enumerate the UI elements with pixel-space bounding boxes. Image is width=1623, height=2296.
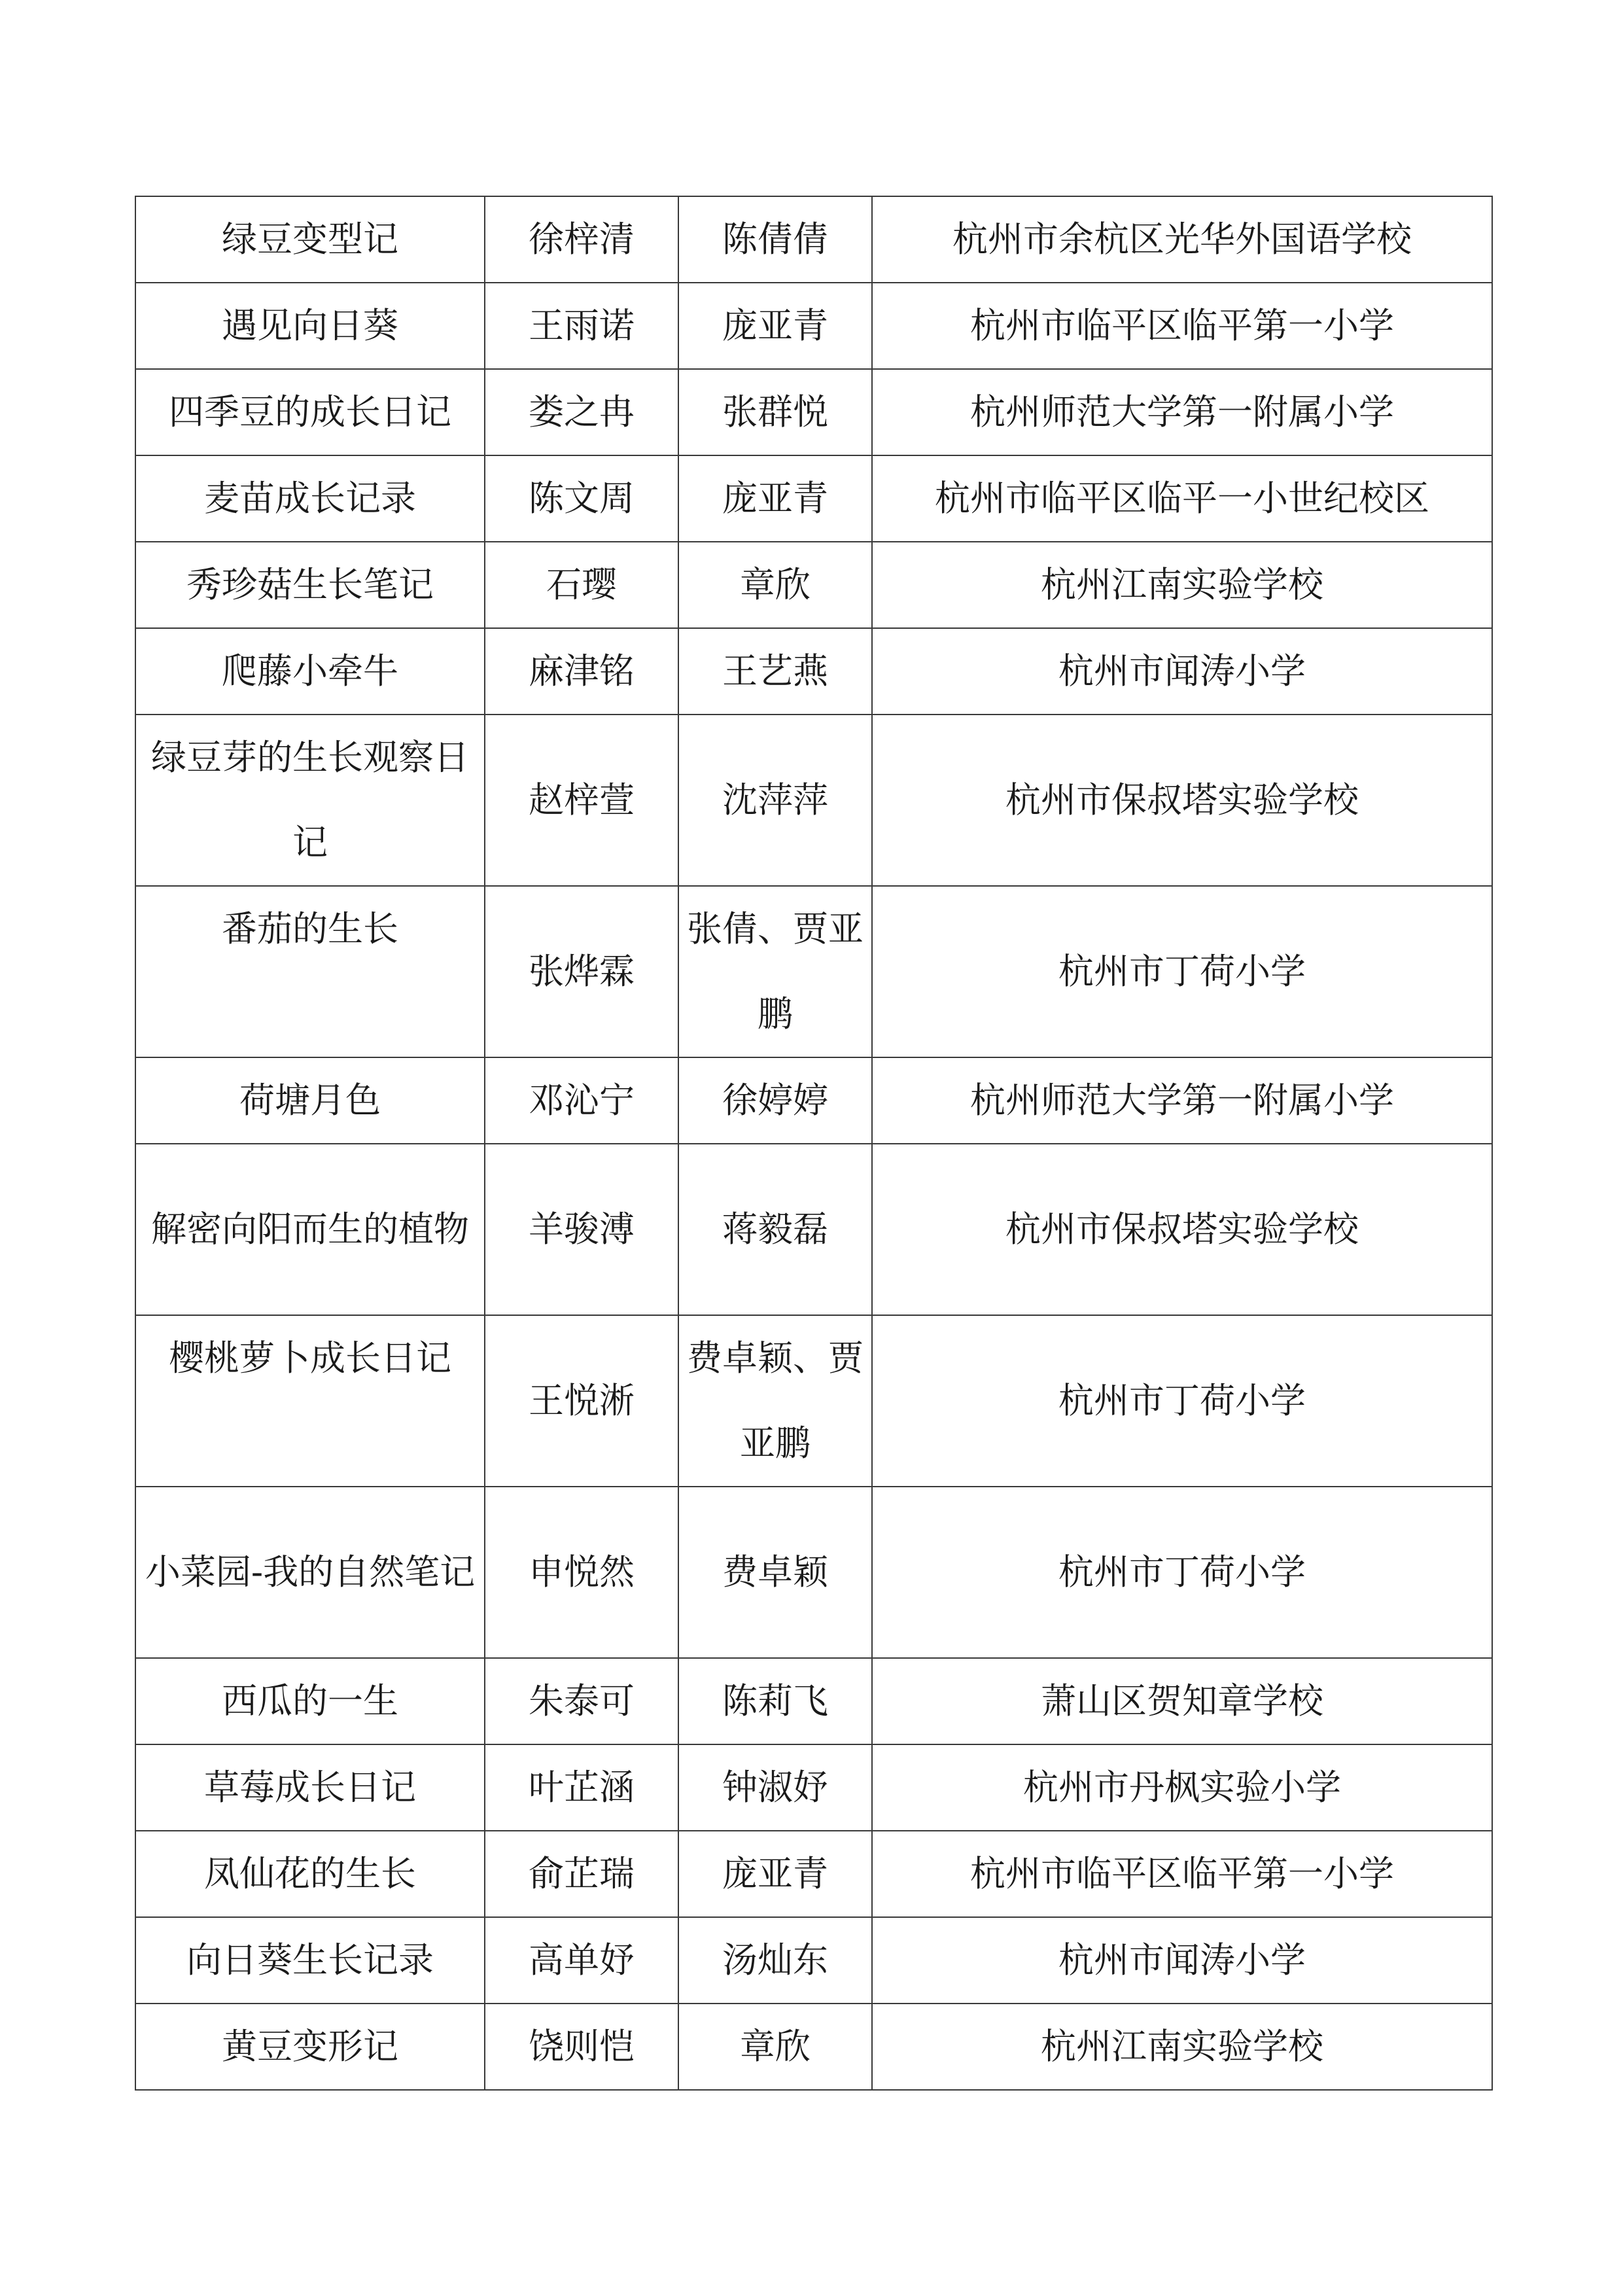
- student-name: 俞芷瑞: [485, 1831, 678, 1917]
- teacher-name: 章欣: [678, 542, 872, 628]
- school-name: 杭州江南实验学校: [872, 2004, 1492, 2090]
- work-title: 麦苗成长记录: [135, 455, 485, 542]
- work-title: 凤仙花的生长: [135, 1831, 485, 1917]
- table-row: [135, 1917, 1492, 2004]
- table-row: [135, 1057, 1492, 1144]
- work-title: 荷塘月色: [135, 1057, 485, 1144]
- school-name: 杭州市保叔塔实验学校: [872, 715, 1492, 886]
- work-title: 绿豆芽的生长观察日记: [135, 715, 485, 886]
- work-title: 草莓成长日记: [135, 1744, 485, 1831]
- teacher-name: 徐婷婷: [678, 1057, 872, 1144]
- school-name: 杭州师范大学第一附属小学: [872, 1057, 1492, 1144]
- table-row: [135, 628, 1492, 715]
- teacher-name: 庞亚青: [678, 1831, 872, 1917]
- student-name: 高单妤: [485, 1917, 678, 2004]
- table-row: [135, 196, 1492, 283]
- student-name: 邓沁宁: [485, 1057, 678, 1144]
- teacher-name: 王艺燕: [678, 628, 872, 715]
- student-name: 麻津铭: [485, 628, 678, 715]
- award-table: [135, 196, 1493, 2091]
- table-row: [135, 542, 1492, 628]
- school-name: 杭州市丁荷小学: [872, 1487, 1492, 1658]
- teacher-name: 庞亚青: [678, 283, 872, 369]
- teacher-name: 汤灿东: [678, 1917, 872, 2004]
- work-title: 秀珍菇生长笔记: [135, 542, 485, 628]
- school-name: 杭州市闻涛小学: [872, 1917, 1492, 2004]
- school-name: 杭州市闻涛小学: [872, 628, 1492, 715]
- table-row: [135, 1658, 1492, 1744]
- table-row: [135, 1831, 1492, 1917]
- school-name: 杭州市余杭区光华外国语学校: [872, 196, 1492, 283]
- teacher-name: 钟淑妤: [678, 1744, 872, 1831]
- teacher-name: 费卓颖: [678, 1487, 872, 1658]
- work-title: 遇见向日葵: [135, 283, 485, 369]
- school-name: 杭州市临平区临平第一小学: [872, 1831, 1492, 1917]
- student-name: 申悦然: [485, 1487, 678, 1658]
- student-name: 朱泰可: [485, 1658, 678, 1744]
- work-title: 爬藤小牵牛: [135, 628, 485, 715]
- teacher-name: 张倩、贾亚鹏: [678, 886, 872, 1057]
- student-name: 饶则恺: [485, 2004, 678, 2090]
- teacher-name: 张群悦: [678, 369, 872, 455]
- work-title: 小菜园-我的自然笔记: [135, 1487, 485, 1658]
- school-name: 萧山区贺知章学校: [872, 1658, 1492, 1744]
- table-row: [135, 1744, 1492, 1831]
- work-title: 向日葵生长记录: [135, 1917, 485, 2004]
- teacher-name: 章欣: [678, 2004, 872, 2090]
- work-title: 四季豆的成长日记: [135, 369, 485, 455]
- student-name: 王雨诺: [485, 283, 678, 369]
- table-row: [135, 1487, 1492, 1658]
- teacher-name: 费卓颖、贾亚鹏: [678, 1315, 872, 1487]
- school-name: 杭州市临平区临平一小世纪校区: [872, 455, 1492, 542]
- school-name: 杭州市丁荷小学: [872, 1315, 1492, 1487]
- table-row: [135, 283, 1492, 369]
- table-row: [135, 1144, 1492, 1315]
- work-title: 绿豆变型记: [135, 196, 485, 283]
- student-name: 叶芷涵: [485, 1744, 678, 1831]
- work-title: 黄豆变形记: [135, 2004, 485, 2090]
- student-name: 羊骏溥: [485, 1144, 678, 1315]
- table-row: [135, 886, 1492, 1057]
- student-name: 王悦淅: [485, 1315, 678, 1487]
- work-title: 西瓜的一生: [135, 1658, 485, 1744]
- teacher-name: 蒋毅磊: [678, 1144, 872, 1315]
- school-name: 杭州市丁荷小学: [872, 886, 1492, 1057]
- school-name: 杭州市丹枫实验小学: [872, 1744, 1492, 1831]
- teacher-name: 陈莉飞: [678, 1658, 872, 1744]
- teacher-name: 沈萍萍: [678, 715, 872, 886]
- student-name: 赵梓萱: [485, 715, 678, 886]
- teacher-name: 庞亚青: [678, 455, 872, 542]
- student-name: 徐梓清: [485, 196, 678, 283]
- student-name: 陈文周: [485, 455, 678, 542]
- school-name: 杭州师范大学第一附属小学: [872, 369, 1492, 455]
- table-row: [135, 715, 1492, 886]
- student-name: 娄之冉: [485, 369, 678, 455]
- work-title: 樱桃萝卜成长日记: [135, 1315, 485, 1487]
- student-name: 石璎: [485, 542, 678, 628]
- school-name: 杭州江南实验学校: [872, 542, 1492, 628]
- table-row: [135, 1315, 1492, 1487]
- teacher-name: 陈倩倩: [678, 196, 872, 283]
- work-title: 番茄的生长: [135, 886, 485, 1057]
- table-row: [135, 455, 1492, 542]
- school-name: 杭州市临平区临平第一小学: [872, 283, 1492, 369]
- student-name: 张烨霖: [485, 886, 678, 1057]
- table-row: [135, 2004, 1492, 2090]
- school-name: 杭州市保叔塔实验学校: [872, 1144, 1492, 1315]
- table-row: [135, 369, 1492, 455]
- work-title: 解密向阳而生的植物: [135, 1144, 485, 1315]
